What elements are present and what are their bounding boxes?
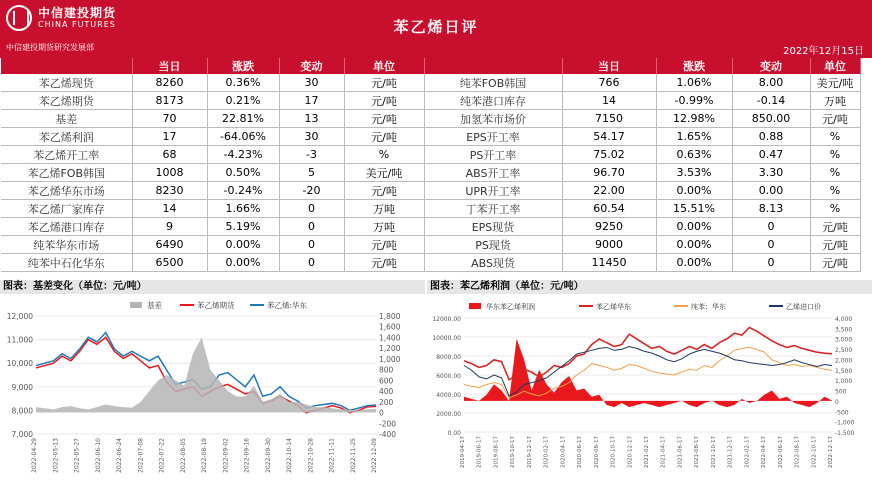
item-name-cell: 苯乙烯FOB韩国 (1, 164, 132, 182)
legend-label: 苯乙烯华东 (596, 303, 631, 311)
value-cell: 9 (132, 218, 207, 236)
value-cell: 0 (279, 254, 344, 272)
value-cell: -20 (279, 182, 344, 200)
value-cell: 美元/吨 (810, 74, 860, 92)
value-cell: % (810, 146, 860, 164)
y-right-tick-label: 1,000 (379, 354, 401, 364)
x-tick-label: 2022-07-22 (158, 438, 166, 473)
x-tick-label: 2022-08-05 (179, 438, 187, 473)
table-row (1, 146, 860, 164)
value-cell: 元/吨 (810, 236, 860, 254)
value-cell: 14 (562, 92, 656, 110)
item-name-cell: 丁苯开工率 (424, 200, 562, 218)
y-right-tick-label: 400 (379, 387, 394, 397)
legend-swatch (130, 302, 142, 308)
table-row (1, 200, 860, 218)
y-left-tick-label: 12000.00 (432, 316, 461, 323)
item-name-cell: PS开工率 (424, 146, 562, 164)
value-cell: 0 (279, 218, 344, 236)
value-cell: 8260 (132, 74, 207, 92)
value-cell: 5 (279, 164, 344, 182)
x-tick-label: 2022-11-25 (349, 438, 357, 473)
value-cell: 75.02 (562, 146, 656, 164)
y-left-tick-label: 10000.00 (432, 335, 461, 342)
value-cell: 元/吨 (810, 218, 860, 236)
y-right-tick-label: 4,000 (835, 316, 853, 323)
column-header: 涨跌 (656, 58, 732, 74)
column-header: 单位 (810, 58, 860, 74)
value-cell: 0 (732, 218, 810, 236)
value-cell: 8.13 (732, 200, 810, 218)
item-name-cell: UPR开工率 (424, 182, 562, 200)
value-cell: 元/吨 (344, 110, 424, 128)
value-cell: 美元/吨 (344, 164, 424, 182)
y-right-tick-label: 800 (379, 365, 394, 375)
value-cell: 0.88 (732, 128, 810, 146)
x-tick-label: 2021-08-17 (694, 436, 701, 468)
value-cell: % (344, 146, 424, 164)
value-cell: 元/吨 (810, 254, 860, 272)
item-name-cell: EPS现货 (424, 218, 562, 236)
item-name-cell: 苯乙烯港口库存 (1, 218, 132, 236)
price-table (1, 58, 861, 272)
item-name-cell: ABS现货 (424, 254, 562, 272)
value-cell: 22.81% (207, 110, 279, 128)
y-left-tick-label: 7,000 (11, 430, 33, 439)
x-tick-label: 2022-05-13 (52, 438, 60, 473)
column-header: 单位 (344, 58, 424, 74)
legend-label: 苯乙烯:华东 (267, 301, 308, 310)
series-area (36, 337, 376, 412)
y-right-tick-label: 1,000 (835, 378, 853, 386)
y-left-tick-label: 6000.00 (436, 373, 461, 380)
y-left-tick-label: 10,000 (6, 359, 33, 369)
value-cell: 6490 (132, 236, 207, 254)
y-right-tick-label: 1,600 (379, 322, 401, 332)
table-row (1, 74, 860, 92)
value-cell: 0.00% (207, 254, 279, 272)
x-tick-label: 2022-12-17 (828, 436, 834, 468)
value-cell: 96.70 (562, 164, 656, 182)
item-name-cell: EPS开工率 (424, 128, 562, 146)
table-row (1, 164, 860, 182)
table-row (1, 182, 860, 200)
y-right-tick-label: 1,500 (835, 367, 853, 375)
column-header: 当日 (562, 58, 656, 74)
value-cell: 0 (279, 236, 344, 254)
value-cell: -64.06% (207, 128, 279, 146)
y-right-tick-label: -1,000 (835, 419, 855, 427)
value-cell: 0.50% (207, 164, 279, 182)
item-name-cell: PS现货 (424, 236, 562, 254)
value-cell: % (810, 182, 860, 200)
x-tick-label: 2022-09-30 (264, 438, 272, 473)
department-label: 中信建投期货研究发展部 (6, 43, 94, 52)
table-row (1, 236, 860, 254)
x-tick-label: 2019-06-17 (476, 436, 483, 468)
value-cell: 1.06% (656, 74, 732, 92)
value-cell: 8230 (132, 182, 207, 200)
x-tick-label: 2022-02-17 (744, 436, 751, 468)
report-date: 2022年12月15日 (783, 46, 864, 57)
x-tick-label: 2019-08-17 (493, 436, 500, 468)
x-tick-label: 2020-06-17 (577, 436, 584, 468)
profit-chart-svg (427, 294, 872, 481)
value-cell: 0.00% (656, 182, 732, 200)
y-right-tick-label: 0 (835, 398, 839, 406)
value-cell: 13 (279, 110, 344, 128)
y-right-tick-label: 3,500 (835, 326, 853, 334)
value-cell: 7150 (562, 110, 656, 128)
value-cell: -4.23% (207, 146, 279, 164)
x-tick-label: 2019-04-17 (460, 436, 466, 468)
y-right-tick-label: 1,400 (379, 333, 401, 343)
x-tick-label: 2022-12-09 (371, 438, 378, 473)
value-cell: 万吨 (344, 218, 424, 236)
x-tick-label: 2022-09-16 (243, 438, 251, 473)
logo-chinese-name: 中信建投期货 (38, 6, 117, 20)
value-cell: 0.00% (207, 236, 279, 254)
y-left-tick-label: 11,000 (6, 335, 33, 345)
value-cell: 0.47 (732, 146, 810, 164)
table-body (1, 74, 860, 272)
value-cell: 8.00 (732, 74, 810, 92)
x-tick-label: 2021-06-17 (677, 436, 684, 468)
table-row (1, 254, 860, 272)
x-tick-label: 2020-10-17 (610, 436, 617, 468)
x-tick-label: 2022-11-11 (328, 438, 336, 473)
value-cell: 0.00 (732, 182, 810, 200)
value-cell: 万吨 (344, 200, 424, 218)
legend-label: 乙烯进口价 (786, 303, 821, 311)
table-row (1, 92, 860, 110)
item-name-cell: 纯苯华东市场 (1, 236, 132, 254)
value-cell: 17 (132, 128, 207, 146)
value-cell: 5.19% (207, 218, 279, 236)
x-tick-label: 2020-08-17 (593, 436, 600, 468)
x-tick-label: 2022-04-29 (31, 438, 38, 473)
y-right-tick-label: 500 (835, 388, 847, 396)
item-name-cell: 基差 (1, 110, 132, 128)
y-right-tick-label: -500 (835, 409, 849, 417)
basis-chart-title: 图表：基差变化（单位：元/吨） (0, 280, 425, 294)
value-cell: 1.65% (656, 128, 732, 146)
x-tick-label: 2022-04-17 (761, 436, 768, 468)
x-tick-label: 2022-08-19 (201, 438, 208, 473)
logo-english-name: CHINA FUTURES (38, 20, 116, 29)
value-cell: 14 (132, 200, 207, 218)
y-left-tick-label: 2000.00 (436, 411, 461, 418)
value-cell: 万吨 (810, 92, 860, 110)
y-right-tick-label: -1,500 (835, 430, 855, 437)
value-cell: 70 (132, 110, 207, 128)
value-cell: 12.98% (656, 110, 732, 128)
x-tick-label: 2022-05-27 (73, 438, 81, 473)
value-cell: 68 (132, 146, 207, 164)
profit-chart (427, 294, 872, 481)
item-name-cell: ABS开工率 (424, 164, 562, 182)
y-right-tick-label: 3,000 (835, 336, 853, 344)
report-title: 苯乙烯日评 (393, 18, 479, 36)
value-cell: 9000 (562, 236, 656, 254)
value-cell: 0.36% (207, 74, 279, 92)
value-cell: 0.00% (656, 218, 732, 236)
value-cell: 3.30 (732, 164, 810, 182)
x-tick-label: 2019-12-17 (526, 436, 533, 468)
value-cell: 元/吨 (344, 236, 424, 254)
table-header-row (1, 58, 860, 74)
value-cell: 9250 (562, 218, 656, 236)
value-cell: 8173 (132, 92, 207, 110)
value-cell: 766 (562, 74, 656, 92)
value-cell: 15.51% (656, 200, 732, 218)
value-cell: 1.66% (207, 200, 279, 218)
value-cell: 30 (279, 74, 344, 92)
value-cell: 0 (732, 254, 810, 272)
table-row (1, 110, 860, 128)
value-cell: 22.00 (562, 182, 656, 200)
y-right-tick-label: -400 (379, 430, 397, 439)
x-tick-label: 2022-10-14 (286, 438, 293, 473)
column-header (424, 58, 562, 74)
value-cell: 元/吨 (344, 128, 424, 146)
value-cell: 54.17 (562, 128, 656, 146)
value-cell: 元/吨 (344, 92, 424, 110)
y-right-tick-label: 0 (379, 408, 384, 418)
legend-swatch (469, 303, 481, 309)
item-name-cell: 苯乙烯现货 (1, 74, 132, 92)
x-tick-label: 2022-08-17 (794, 436, 801, 468)
report-header (0, 0, 872, 58)
y-right-tick-label: 1,200 (379, 344, 401, 354)
y-right-tick-label: 2,500 (835, 347, 853, 355)
legend-label: 纯苯：华东 (691, 303, 726, 311)
value-cell: 元/吨 (344, 254, 424, 272)
column-header: 当日 (132, 58, 207, 74)
y-left-tick-label: 0.00 (447, 430, 461, 437)
x-tick-label: 2021-04-17 (660, 436, 667, 468)
x-tick-label: 2020-04-17 (560, 436, 567, 468)
y-left-tick-label: 8,000 (11, 406, 33, 416)
item-name-cell: 纯苯中石化华东 (1, 254, 132, 272)
value-cell: -0.14 (732, 92, 810, 110)
value-cell: 60.54 (562, 200, 656, 218)
basis-chart-svg (0, 294, 425, 481)
basis-chart (0, 294, 425, 481)
value-cell: 0 (732, 236, 810, 254)
legend-label: 华东苯乙烯利润 (486, 303, 535, 311)
table-row (1, 218, 860, 236)
x-tick-label: 2019-10-17 (510, 436, 517, 468)
x-tick-label: 2021-12-17 (727, 436, 734, 468)
x-tick-label: 2020-12-17 (627, 436, 634, 468)
value-cell: 0.21% (207, 92, 279, 110)
item-name-cell: 苯乙烯利润 (1, 128, 132, 146)
x-tick-label: 2022-06-24 (116, 438, 123, 473)
y-left-tick-label: 8000.00 (436, 354, 461, 361)
value-cell: % (810, 128, 860, 146)
value-cell: -0.99% (656, 92, 732, 110)
item-name-cell: 苯乙烯期货 (1, 92, 132, 110)
y-right-tick-label: 1,800 (379, 312, 401, 321)
x-tick-label: 2022-07-08 (137, 438, 145, 473)
value-cell: 17 (279, 92, 344, 110)
column-header (1, 58, 132, 74)
item-name-cell: 苯乙烯华东市场 (1, 182, 132, 200)
item-name-cell: 纯苯FOB韩国 (424, 74, 562, 92)
value-cell: 11450 (562, 254, 656, 272)
value-cell: -3 (279, 146, 344, 164)
value-cell: 0.00% (656, 254, 732, 272)
value-cell: 0.63% (656, 146, 732, 164)
column-header: 变动 (732, 58, 810, 74)
x-tick-label: 2022-10-28 (307, 438, 315, 473)
value-cell: 6500 (132, 254, 207, 272)
value-cell: 850.00 (732, 110, 810, 128)
y-left-tick-label: 4000.00 (436, 392, 461, 399)
x-tick-label: 2022-10-17 (811, 436, 818, 468)
value-cell: 3.53% (656, 164, 732, 182)
table-row (1, 128, 860, 146)
item-name-cell: 纯苯港口库存 (424, 92, 562, 110)
x-tick-label: 2022-06-10 (94, 438, 102, 473)
x-tick-label: 2021-10-17 (710, 436, 717, 468)
value-cell: -0.24% (207, 182, 279, 200)
value-cell: % (810, 200, 860, 218)
value-cell: 元/吨 (344, 74, 424, 92)
item-name-cell: 苯乙烯厂家库存 (1, 200, 132, 218)
value-cell: 30 (279, 128, 344, 146)
legend-label: 苯乙烯期货 (197, 301, 235, 310)
legend-label: 基差 (147, 301, 162, 310)
y-right-tick-label: 200 (379, 397, 394, 407)
x-tick-label: 2022-09-02 (222, 438, 230, 473)
profit-chart-title: 图表：苯乙烯利润（单位：元/吨） (427, 280, 872, 294)
x-tick-label: 2020-02-17 (543, 436, 550, 468)
item-name-cell: 加氢苯市场价 (424, 110, 562, 128)
y-right-tick-label: -200 (379, 419, 397, 429)
x-tick-label: 2022-06-17 (777, 436, 784, 468)
y-right-tick-label: 2,000 (835, 357, 853, 365)
y-left-tick-label: 12,000 (6, 312, 33, 321)
y-left-tick-label: 9,000 (11, 382, 33, 392)
x-tick-label: 2021-02-17 (644, 436, 650, 468)
column-header: 变动 (279, 58, 344, 74)
value-cell: % (810, 164, 860, 182)
value-cell: 0.00% (656, 236, 732, 254)
value-cell: 1008 (132, 164, 207, 182)
item-name-cell: 苯乙烯开工率 (1, 146, 132, 164)
y-right-tick-label: 600 (379, 376, 394, 386)
value-cell: 元/吨 (810, 110, 860, 128)
value-cell: 元/吨 (344, 182, 424, 200)
value-cell: 0 (279, 200, 344, 218)
column-header: 涨跌 (207, 58, 279, 74)
